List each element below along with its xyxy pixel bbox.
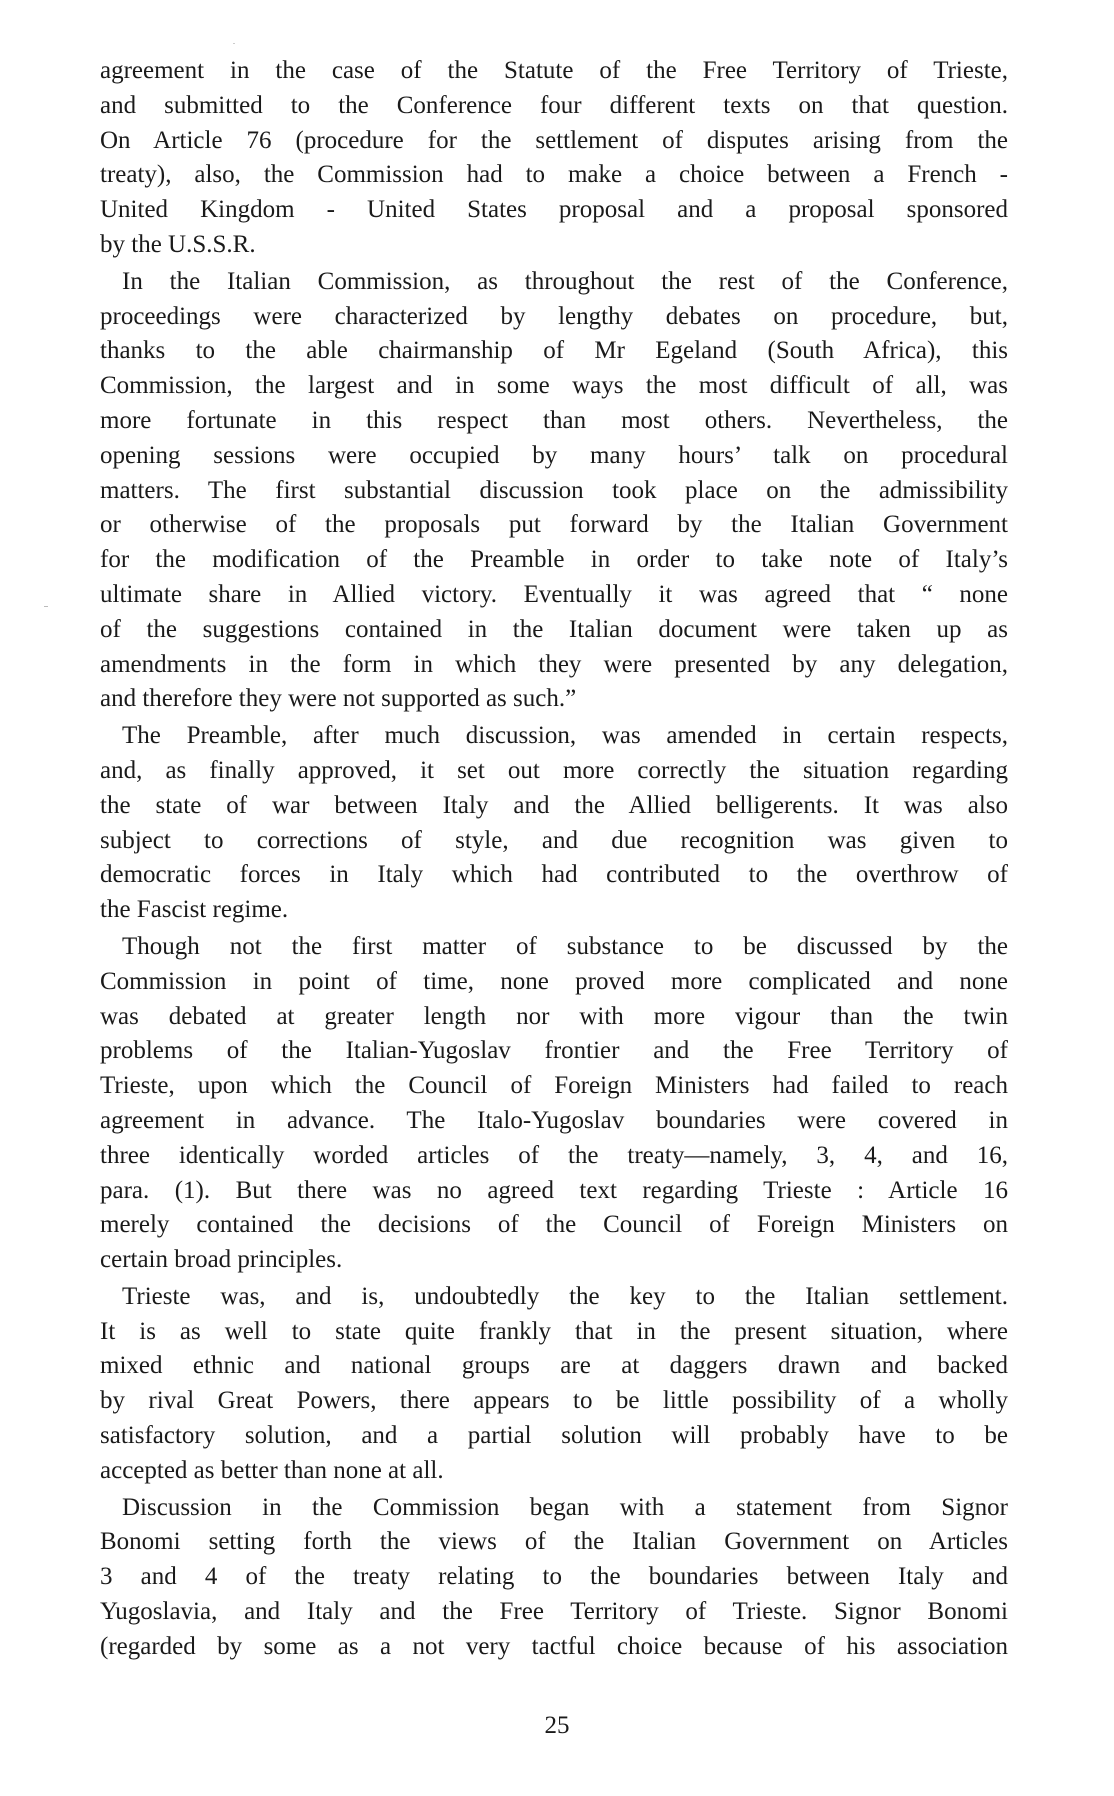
text-line: for the modification of the Preamble in order to take note of Italy’s	[100, 546, 1008, 574]
paragraph	[100, 265, 1008, 717]
text-line: amendments in the form in which they were presented by any delegation,	[100, 650, 1008, 678]
text-line: (regarded by some as a not very tactful choice because of his association	[100, 1632, 1008, 1660]
text-line: subject to corrections of style, and due recognition was given to	[100, 826, 1008, 854]
text-line: Commission in point of time, none proved more complicated and none	[100, 967, 1008, 995]
text-line: merely contained the decisions of the Council of Foreign Ministers on	[100, 1211, 1008, 1239]
page-number: 25	[544, 1712, 570, 1739]
text-line: It is as well to state quite frankly that in the present situation, where	[100, 1317, 1008, 1345]
text-line: treaty), also, the Commission had to make a choice between a French -	[100, 161, 1008, 189]
paragraph	[100, 1280, 1008, 1489]
text-line: of the suggestions contained in the Italian document were taken up as	[100, 615, 1008, 643]
paragraph	[100, 719, 1008, 928]
text-line: Commission, the largest and in some ways the most difficult of all, was	[100, 372, 1008, 400]
text-line: by the U.S.S.R.	[100, 230, 256, 258]
page-body	[100, 54, 1008, 1665]
text-line: by rival Great Powers, there appears to be little possibility of a wholly	[100, 1387, 1008, 1415]
text-line: proceedings were characterized by lengthy debates on procedure, but,	[100, 302, 1008, 330]
text-line: In the Italian Commission, as throughout the rest of the Conference,	[122, 267, 1008, 295]
paragraph	[100, 54, 1008, 263]
text-line: the state of war between Italy and the Allied belligerents. It was also	[100, 791, 1008, 819]
text-line: 3 and 4 of the treaty relating to the boundaries between Italy and	[100, 1563, 1008, 1591]
text-line: mixed ethnic and national groups are at daggers drawn and backed	[100, 1352, 1008, 1380]
text-line: matters. The first substantial discussion took place on the admissibility	[100, 476, 1008, 504]
text-line: agreement in the case of the Statute of the Free Territory of Trieste,	[100, 57, 1008, 84]
text-line: Yugoslavia, and Italy and the Free Territory of Trieste. Signor Bonomi	[100, 1598, 1008, 1626]
text-line: United Kingdom - United States proposal and a proposal sponsored	[100, 196, 1008, 224]
text-line: Bonomi setting forth the views of the Italian Government on Articles	[100, 1528, 1008, 1556]
paragraph	[100, 1491, 1008, 1665]
text-line: The Preamble, after much discussion, was amended in certain respects,	[122, 722, 1008, 750]
scan-speck	[44, 606, 48, 607]
text-line: certain broad principles.	[100, 1246, 343, 1274]
text-line: and, as finally approved, it set out more correctly the situation regarding	[100, 756, 1008, 784]
text-line: democratic forces in Italy which had contributed to the overthrow of	[100, 861, 1008, 889]
text-line: and therefore they were not supported as such.”	[100, 685, 577, 713]
scan-speck	[233, 43, 235, 44]
text-line: the Fascist regime.	[100, 896, 289, 924]
text-line: and submitted to the Conference four different texts on that question.	[100, 91, 1008, 119]
text-line: satisfactory solution, and a partial solution will probably have to be	[100, 1422, 1008, 1450]
text-line: ultimate share in Allied victory. Eventually it was agreed that “ none	[100, 580, 1008, 608]
text-line: was debated at greater length nor with more vigour than the twin	[100, 1002, 1008, 1030]
text-line: thanks to the able chairmanship of Mr Egeland (South Africa), this	[100, 337, 1008, 365]
text-line: Trieste, upon which the Council of Foreign Ministers had failed to reach	[100, 1072, 1008, 1100]
text-line: more fortunate in this respect than most others. Nevertheless, the	[100, 406, 1008, 434]
text-line: Trieste was, and is, undoubtedly the key to the Italian settlement.	[122, 1282, 1008, 1310]
text-line: Though not the first matter of substance to be discussed by the	[122, 932, 1008, 960]
text-line: or otherwise of the proposals put forward by the Italian Government	[100, 511, 1008, 539]
text-line: accepted as better than none at all.	[100, 1456, 444, 1484]
text-line: On Article 76 (procedure for the settlement of disputes arising from the	[100, 126, 1008, 154]
text-line: Discussion in the Commission began with a statement from Signor	[122, 1493, 1008, 1521]
text-line: problems of the Italian-Yugoslav frontier and the Free Territory of	[100, 1037, 1008, 1065]
paragraph	[100, 930, 1008, 1278]
text-line: agreement in advance. The Italo-Yugoslav boundaries were covered in	[100, 1106, 1008, 1134]
text-line: opening sessions were occupied by many hours’ talk on procedural	[100, 441, 1008, 469]
text-line: para. (1). But there was no agreed text regarding Trieste : Article 16	[100, 1176, 1008, 1204]
text-line: three identically worded articles of the treaty—namely, 3, 4, and 16,	[100, 1141, 1008, 1169]
